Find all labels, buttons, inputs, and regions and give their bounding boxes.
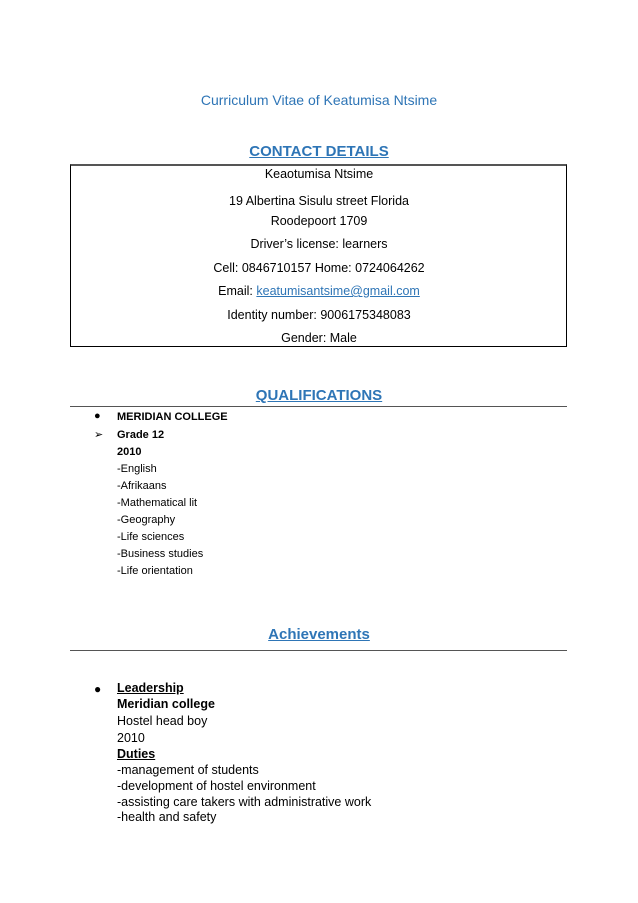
email-label: Email:: [218, 284, 257, 298]
contact-details-heading: CONTACT DETAILS: [249, 143, 389, 160]
subject-item: -Life orientation: [117, 565, 193, 577]
document-title: Curriculum Vitae of Keatumisa Ntsime: [200, 92, 438, 108]
subject-item: -Life sciences: [117, 531, 185, 543]
duty-item: -development of hostel environment: [117, 779, 316, 793]
duty-item: -assisting care takers with administrative work: [117, 795, 372, 809]
contact-gender: Gender: Male: [281, 331, 357, 345]
contact-email-line: [0, 284, 638, 298]
duty-item: -health and safety: [117, 810, 217, 824]
contact-phones: Cell: 0846710157 Home: 0724064262: [213, 261, 425, 275]
bullet-dot-icon: ●: [94, 410, 101, 422]
duty-item: -management of students: [117, 763, 259, 777]
bullet-dot-icon: ●: [94, 682, 102, 696]
subject-item: -Afrikaans: [117, 480, 167, 492]
achievement-year: 2010: [117, 731, 145, 745]
arrow-bullet-icon: ➢: [94, 429, 104, 441]
contact-license: Driver’s license: learners: [250, 237, 388, 251]
contact-address: 19 Albertina Sisulu street Florida: [229, 194, 409, 208]
school-name: MERIDIAN COLLEGE: [117, 411, 228, 423]
achievement-category: Leadership: [117, 681, 184, 695]
qualifications-rule: [70, 406, 567, 407]
subject-item: -Geography: [117, 514, 176, 526]
achievements-heading: Achievements: [268, 626, 370, 643]
contact-identity: Identity number: 9006175348083: [227, 308, 411, 322]
achievement-role: Hostel head boy: [117, 714, 208, 728]
duties-heading: Duties: [117, 747, 156, 761]
achievements-rule: [70, 650, 567, 651]
contact-name: Keaotumisa Ntsime: [264, 167, 374, 181]
subject-item: -Mathematical lit: [117, 497, 198, 509]
qualification-year: 2010: [117, 446, 142, 458]
grade-label: Grade 12: [117, 429, 165, 441]
qualifications-heading: QUALIFICATIONS: [255, 387, 383, 404]
contact-city: Roodepoort 1709: [270, 214, 368, 228]
achievement-institution: Meridian college: [117, 697, 215, 711]
subject-item: -Business studies: [117, 548, 204, 560]
email-link[interactable]: keatumisantsime@gmail.com: [256, 284, 420, 298]
subject-item: -English: [117, 463, 157, 475]
